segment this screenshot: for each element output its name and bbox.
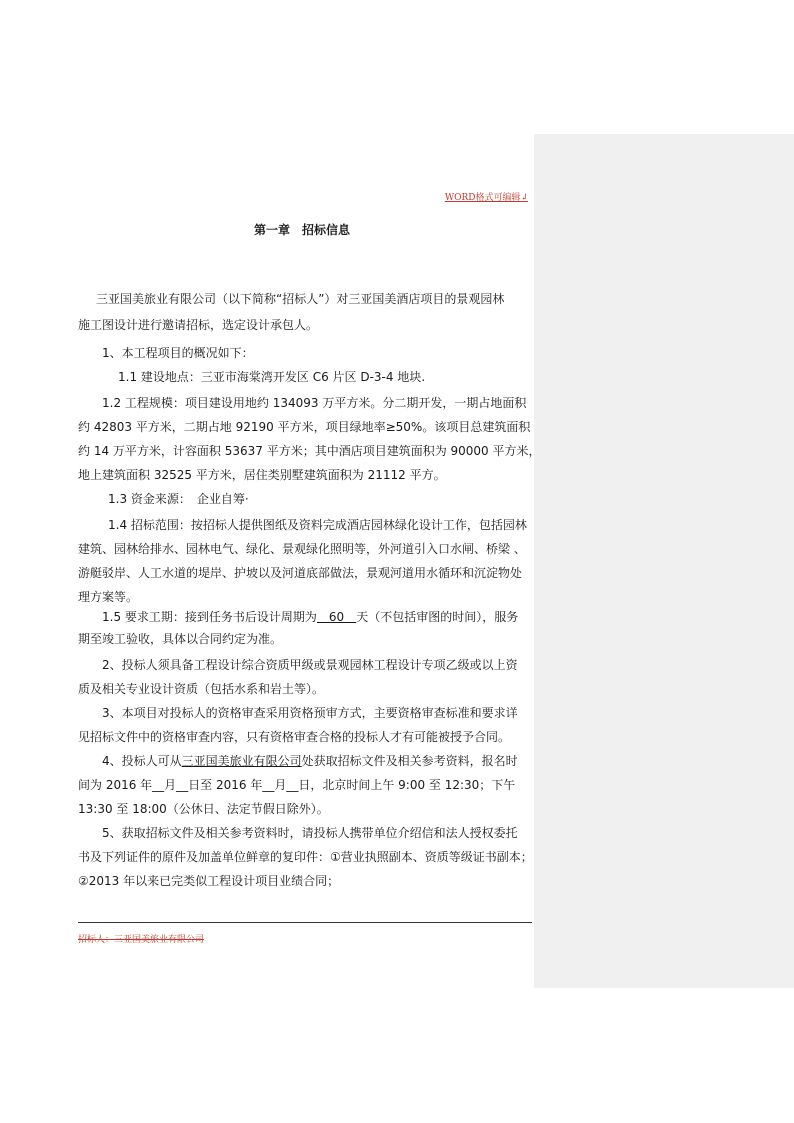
- word-format-note: WORD格式可编辑↲: [444, 193, 528, 203]
- paragraph-1: 1、本工程项目的概况如下：: [102, 346, 254, 360]
- paragraph-1-1: 1.1 建设地点：三亚市海棠湾开发区 C6 片区 D-3-4 地块.: [118, 370, 426, 384]
- design-period-days: 60: [316, 610, 357, 624]
- paragraph-4-text-pre: 4、投标人可从: [102, 754, 182, 768]
- paragraph-1-5-text-pre: 1.5 要求工期：接到任务书后设计周期为: [102, 610, 317, 624]
- paragraph-1-4-line-4: 理方案等。: [78, 590, 139, 604]
- paragraph-3-line-2: 见招标文件中的资格审查内容，只有资格审查合格的投标人才有可能被授予合同。: [78, 730, 511, 744]
- footer-divider: [78, 922, 532, 923]
- paragraph-5-line-2: 书及下列证件的原件及加盖单位鲜章的复印件：①营业执照副本、资质等级证书副本；: [78, 850, 533, 864]
- comment-pane: [534, 134, 794, 988]
- paragraph-1-2-line-1: 1.2 工程规模：项目建设用地约 134093 万平方米。分二期开发，一期占地面积: [102, 396, 527, 410]
- paragraph-5-line-1: 5、获取招标文件及相关参考资料时，请投标人携带单位介绍信和法人授权委托: [102, 826, 518, 840]
- chapter-title: 第一章 招标信息: [253, 223, 350, 237]
- company-name: 三亚国美旅业有限公司: [181, 754, 302, 768]
- paragraph-4-text-post: 处获取招标文件及相关参考资料，报名时: [301, 754, 518, 768]
- paragraph-1-4-line-3: 游艇驳岸、人工水道的堤岸、护坡以及河道底部做法，景观河道用水循环和沉淀物处: [78, 566, 523, 580]
- paragraph-1-2-line-4: 地上建筑面积 32525 平方米，居住类别墅建筑面积为 21112 平方。: [78, 468, 446, 482]
- paragraph-4-line-2: 间为 2016 年__月__日至 2016 年__月__日，北京时间上午 9:00 至 12:30；下午: [78, 778, 516, 792]
- paragraph-1-3: 1.3 资金来源： 企业自筹·: [108, 492, 249, 506]
- paragraph-4-line-1: [102, 749, 518, 773]
- paragraph-1-5-text-post: 天（不包括审图的时间），服务: [356, 610, 519, 624]
- paragraph-5-line-3: ②2013 年以来已完类似工程设计项目业绩合同；: [78, 874, 340, 888]
- paragraph-intro-line-2: 施工图设计进行邀请招标，选定设计承包人。: [78, 318, 319, 332]
- paragraph-1-4-line-2: 建筑、园林给排水、园林电气、绿化、景观绿化照明等，外河道引入口水闸、桥梁 、: [78, 542, 526, 556]
- paragraph-1-4-line-1: 1.4 招标范围：按招标人提供图纸及资料完成酒店园林绿化设计工作，包括园林: [108, 518, 527, 532]
- paragraph-2-line-1: 2、投标人须具备工程设计综合资质甲级或景观园林工程设计专项乙级或以上资: [102, 658, 518, 672]
- paragraph-intro-line-1: 三亚国美旅业有限公司（以下简称“招标人”）对三亚国美酒店项目的景观园林: [96, 292, 505, 306]
- paragraph-2-line-2: 质及相关专业设计资质（包括水系和岩土等）。: [78, 682, 325, 696]
- paragraph-1-5-line-2: 期至竣工验收，具体以合同约定为准。: [78, 632, 283, 646]
- paragraph-1-2-line-2: 约 42803 平方米，二期占地 92190 平方米，项目绿地率≥50%。该项目总建筑面积: [78, 420, 531, 434]
- footer-note: 招标人：三亚国美旅业有限公司: [78, 935, 205, 945]
- paragraph-3-line-1: 3、本项目对投标人的资格审查采用资格预审方式，主要资格审查标准和要求详: [102, 706, 518, 720]
- paragraph-4-line-3: 13:30 至 18:00（公休日、法定节假日除外）。: [78, 802, 329, 816]
- paragraph-1-2-line-3: 约 14 万平方米，计容面积 53637 平方米；其中酒店项目建筑面积为 90000 平方米，: [78, 444, 541, 458]
- paragraph-1-5-line-1: [102, 605, 518, 629]
